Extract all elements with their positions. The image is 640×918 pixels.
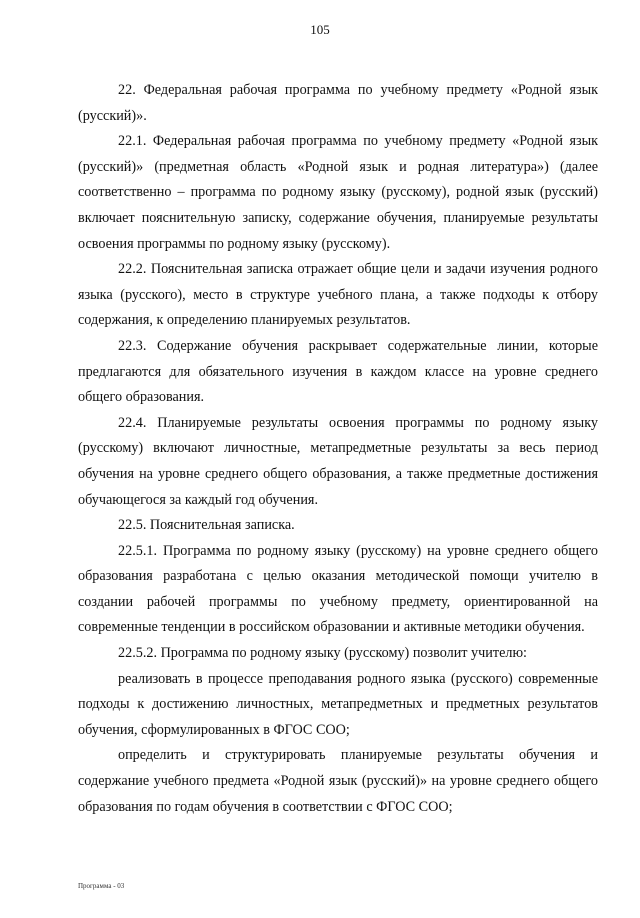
paragraph-22-2: 22.2. Пояснительная записка отражает общие цели и задачи изучения родного языка (русского), место в структуре учебного плана, а также подходы к отбору содержания, к определению планируемых результатов. — [78, 261, 598, 329]
paragraph-22-5: 22.5. Пояснительная записка. — [118, 517, 295, 534]
paragraph-22-4: 22.4. Планируемые результаты освоения программы по родному языку (русскому) включают личностные, метапредметные результаты за весь период обучения на уровне среднего общего образования, а также предметные достижения обучающегося за каждый год обучения. — [78, 414, 598, 508]
page-number: 105 — [310, 22, 330, 37]
page-footer: Программа - 03 — [78, 882, 125, 890]
list-item-implement: реализовать в процессе преподавания родного языка (русского) современные подходы к достижению личностных, метапредметных и предметных результатов обучения, сформулированных в ФГОС СОО; — [78, 670, 598, 738]
paragraph-22-5-2: 22.5.2. Программа по родному языку (русскому) позволит учителю: — [118, 645, 527, 662]
list-item-define: определить и структурировать планируемые результаты обучения и содержание учебного предмета «Родной язык (русский)» на уровне среднего общего образования по годам обучения в соответствии с ФГОС СОО; — [78, 747, 598, 815]
paragraph-22: 22. Федеральная рабочая программа по учебному предмету «Родной язык (русский)». — [78, 82, 598, 124]
document-body — [78, 78, 598, 820]
paragraph-22-1: 22.1. Федеральная рабочая программа по учебному предмету «Родной язык (русский)» (предметная область «Родной язык и родная литература») (далее соответственно – программа по родному языку (русскому), родной язык (русский) включает пояснительную записку, содержание обучения, планируемые результаты освоения программы по родному языку (русскому). — [78, 133, 598, 252]
paragraph-22-5-1: 22.5.1. Программа по родному языку (русскому) на уровне среднего общего образования разработана с целью оказания методической помощи учителю в создании рабочей программы по учебному предмету, ориентированной на современные тенденции в российском образовании и активные методики обучения. — [78, 542, 598, 636]
paragraph-22-3: 22.3. Содержание обучения раскрывает содержательные линии, которые предлагаются для обязательного изучения в каждом классе на уровне среднего общего образования. — [78, 337, 598, 406]
